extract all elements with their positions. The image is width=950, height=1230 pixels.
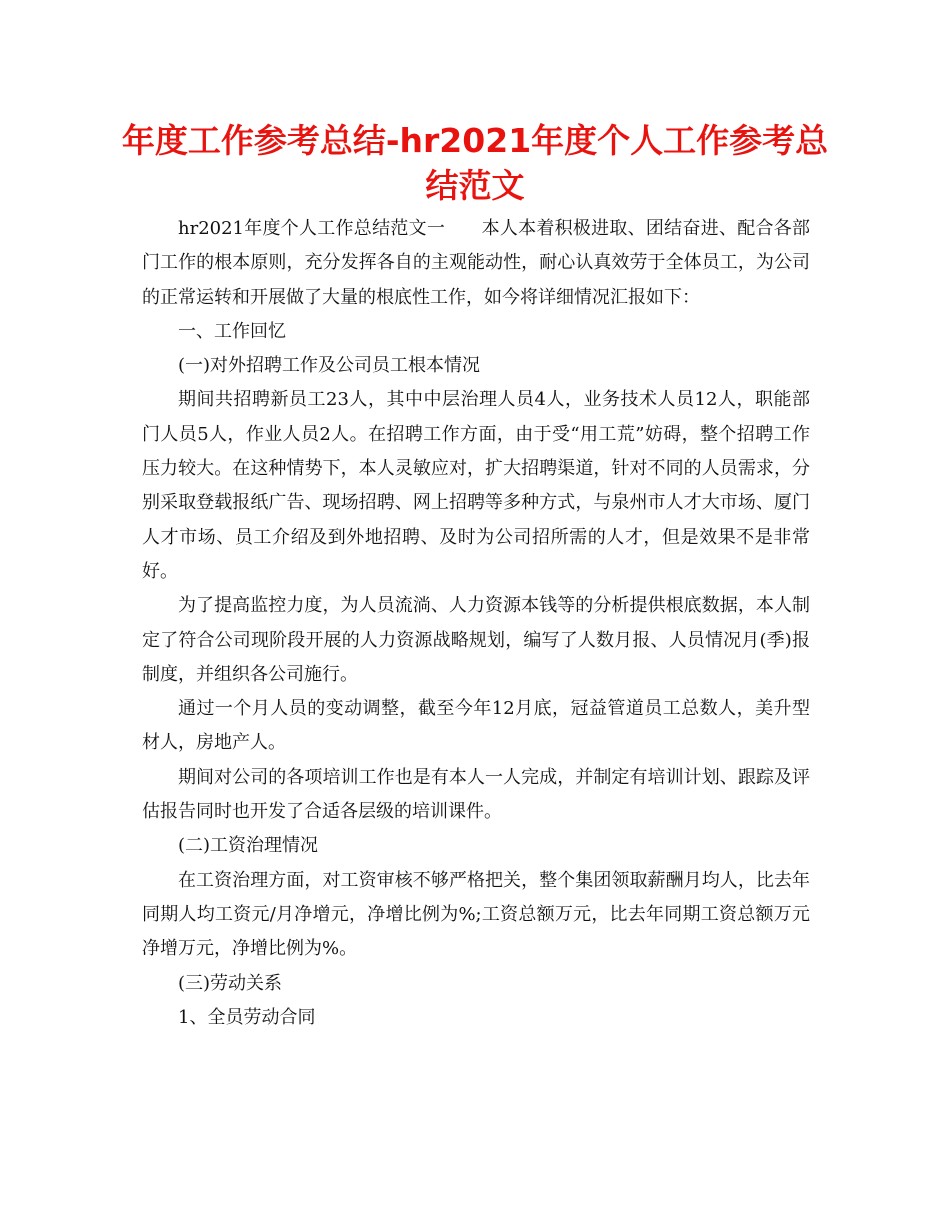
paragraph-recruitment: 期间共招聘新员工23人，其中中层治理人员4人，业务技术人员12人，职能部门人员5人，作业人员2人。在招聘工作方面，由于受“用工荒”妨碍，整个招聘工作压力较大。在这种情势下，本人灵敏应对，扩大招聘渠道，针对不同的人员需求，分别采取登载报纸广告、现场招聘、网上招聘等多种方式，与泉州市人才大市场、厦门人才市场、员工介绍及到外地招聘、及时为公司招所需的人才，但是效果不是非常好。 (142, 389, 810, 582)
subheading-labor-relations: (三)劳动关系 (178, 972, 283, 994)
document-body (142, 212, 810, 1035)
subheading-salary: (二)工资治理情况 (178, 835, 319, 857)
paragraph-salary: 在工资治理方面，对工资审核不够严格把关，整个集团领取薪酬月均人，比去年同期人均工资元/月净增元，净增比例为%;工资总额万元，比去年同期工资总额万元净增万元，净增比例为%。 (142, 869, 810, 960)
paragraph-staff-changes: 通过一个月人员的变动调整，截至今年12月底，冠益管道员工总数人，美升型材人，房地产人。 (142, 698, 810, 754)
list-item-labor-contract: 1、全员劳动合同 (178, 1006, 316, 1028)
paragraph-monitoring: 为了提高监控力度，为人员流淌、人力资源本钱等的分析提供根底数据，本人制定了符合公司现阶段开展的人力资源战略规划，编写了人数月报、人员情况月(季)报制度，并组织各公司施行。 (142, 595, 810, 685)
heading-work-review: 一、工作回忆 (178, 320, 286, 342)
document-title: 年度工作参考总结-hr2021年度个人工作参考总结范文 (121, 121, 829, 205)
paragraph-training: 期间对公司的各项培训工作也是有本人一人完成，并制定有培训计划、跟踪及评估报告同时也开发了合适各层级的培训课件。 (142, 766, 810, 823)
subheading-recruitment: (一)对外招聘工作及公司员工根本情况 (178, 355, 481, 377)
paragraph-intro: hr2021年度个人工作总结范文一 本人本着积极进取、团结奋进、配合各部门工作的根本原则，充分发挥各自的主观能动性，耐心认真效劳于全体员工，为公司的正常运转和开展做了大量的根底性工作，如今将详细情况汇报如下： (142, 218, 810, 308)
